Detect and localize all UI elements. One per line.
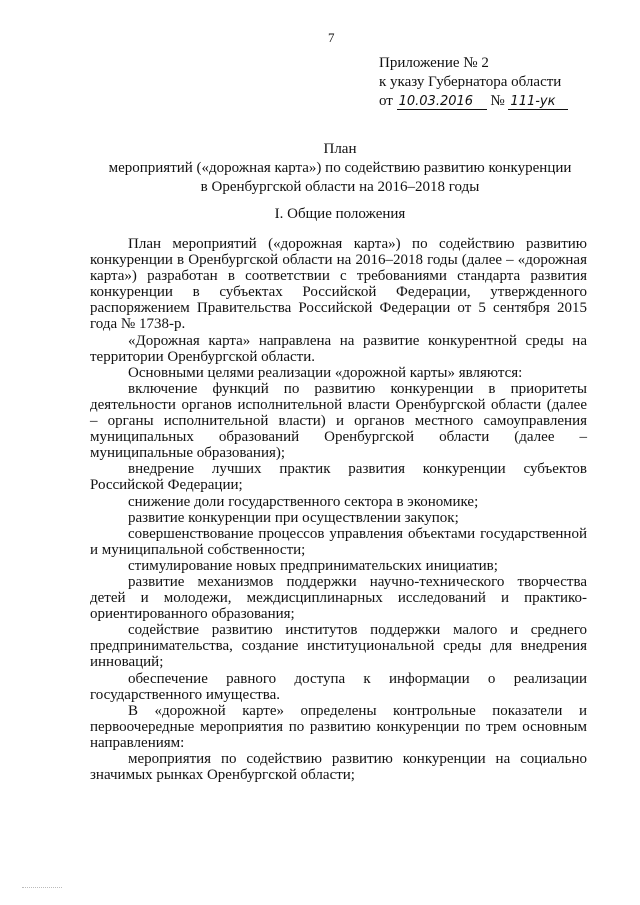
handwritten-number: 111-ук bbox=[508, 94, 568, 110]
appendix-header bbox=[379, 54, 568, 111]
appendix-decree-reference: к указу Губернатора области bbox=[379, 74, 562, 90]
document-title bbox=[60, 140, 620, 197]
appendix-title: Приложение № 2 bbox=[379, 55, 489, 71]
paragraph: План мероприятий («дорожная карта») по содействию развитию конкуренции в Оренбургской области на 2016–2018 годы (далее – «дорожная карта») разработан в соответствии с требованиями стандарта развития конкуренции в субъектах Российской Федерации, утвержденного распоряжением Правительства Российской Федерации от 5 сентября 2015 года № 1738-р. bbox=[90, 236, 587, 333]
paragraph: содействие развитию институтов поддержки малого и среднего предпринимательства, создание институциональной среды для внедрения инноваций; bbox=[90, 622, 587, 671]
paragraph: совершенствование процессов управления объектами государственной и муниципальной собственности; bbox=[90, 525, 587, 558]
title-line-3: в Оренбургской области на 2016–2018 годы bbox=[200, 179, 480, 195]
section-heading: I. Общие положения bbox=[274, 206, 406, 222]
date-prefix: от bbox=[379, 93, 393, 109]
page-number: 7 bbox=[328, 30, 335, 45]
paragraph: Основными целями реализации «дорожной карты» являются: bbox=[128, 364, 523, 381]
paragraph: В «дорожной карте» определены контрольные показатели и первоочередные мероприятия по развитию конкуренции по трем основным направлениям: bbox=[90, 702, 587, 751]
paragraph: обеспечение равного доступа к информации о реализации государственного имущества. bbox=[90, 670, 587, 703]
paragraph: мероприятия по содействию развитию конкуренции на социально значимых рынках Оренбургской области; bbox=[90, 751, 587, 784]
body-text bbox=[90, 236, 587, 783]
scan-footer-mark bbox=[22, 887, 62, 888]
title-line-1: План bbox=[323, 141, 357, 157]
paragraph: развитие конкуренции при осуществлении закупок; bbox=[128, 509, 459, 526]
handwritten-date: 10.03.2016 bbox=[397, 94, 487, 110]
paragraph: внедрение лучших практик развития конкуренции субъектов Российской Федерации; bbox=[90, 461, 587, 494]
paragraph: «Дорожная карта» направлена на развитие конкурентной среды на территории Оренбургской области. bbox=[90, 332, 587, 365]
paragraph: снижение доли государственного сектора в экономике; bbox=[128, 493, 479, 510]
title-line-2: мероприятий («дорожная карта») по содействию развитию конкуренции bbox=[108, 160, 572, 176]
paragraph: стимулирование новых предпринимательских инициатив; bbox=[128, 557, 498, 574]
number-prefix: № bbox=[490, 93, 505, 109]
paragraph: развитие механизмов поддержки научно-технического творчества детей и молодежи, междисциплинарных исследований и практико-ориентированного образования; bbox=[90, 573, 587, 623]
appendix-date-line bbox=[379, 92, 568, 111]
paragraph: включение функций по развитию конкуренции в приоритеты деятельности органов исполнительной власти Оренбургской области (далее – органы исполнительной власти) и органов местного самоуправления муниципальных образований Оренбургской области (далее – муниципальные образования); bbox=[90, 380, 587, 462]
